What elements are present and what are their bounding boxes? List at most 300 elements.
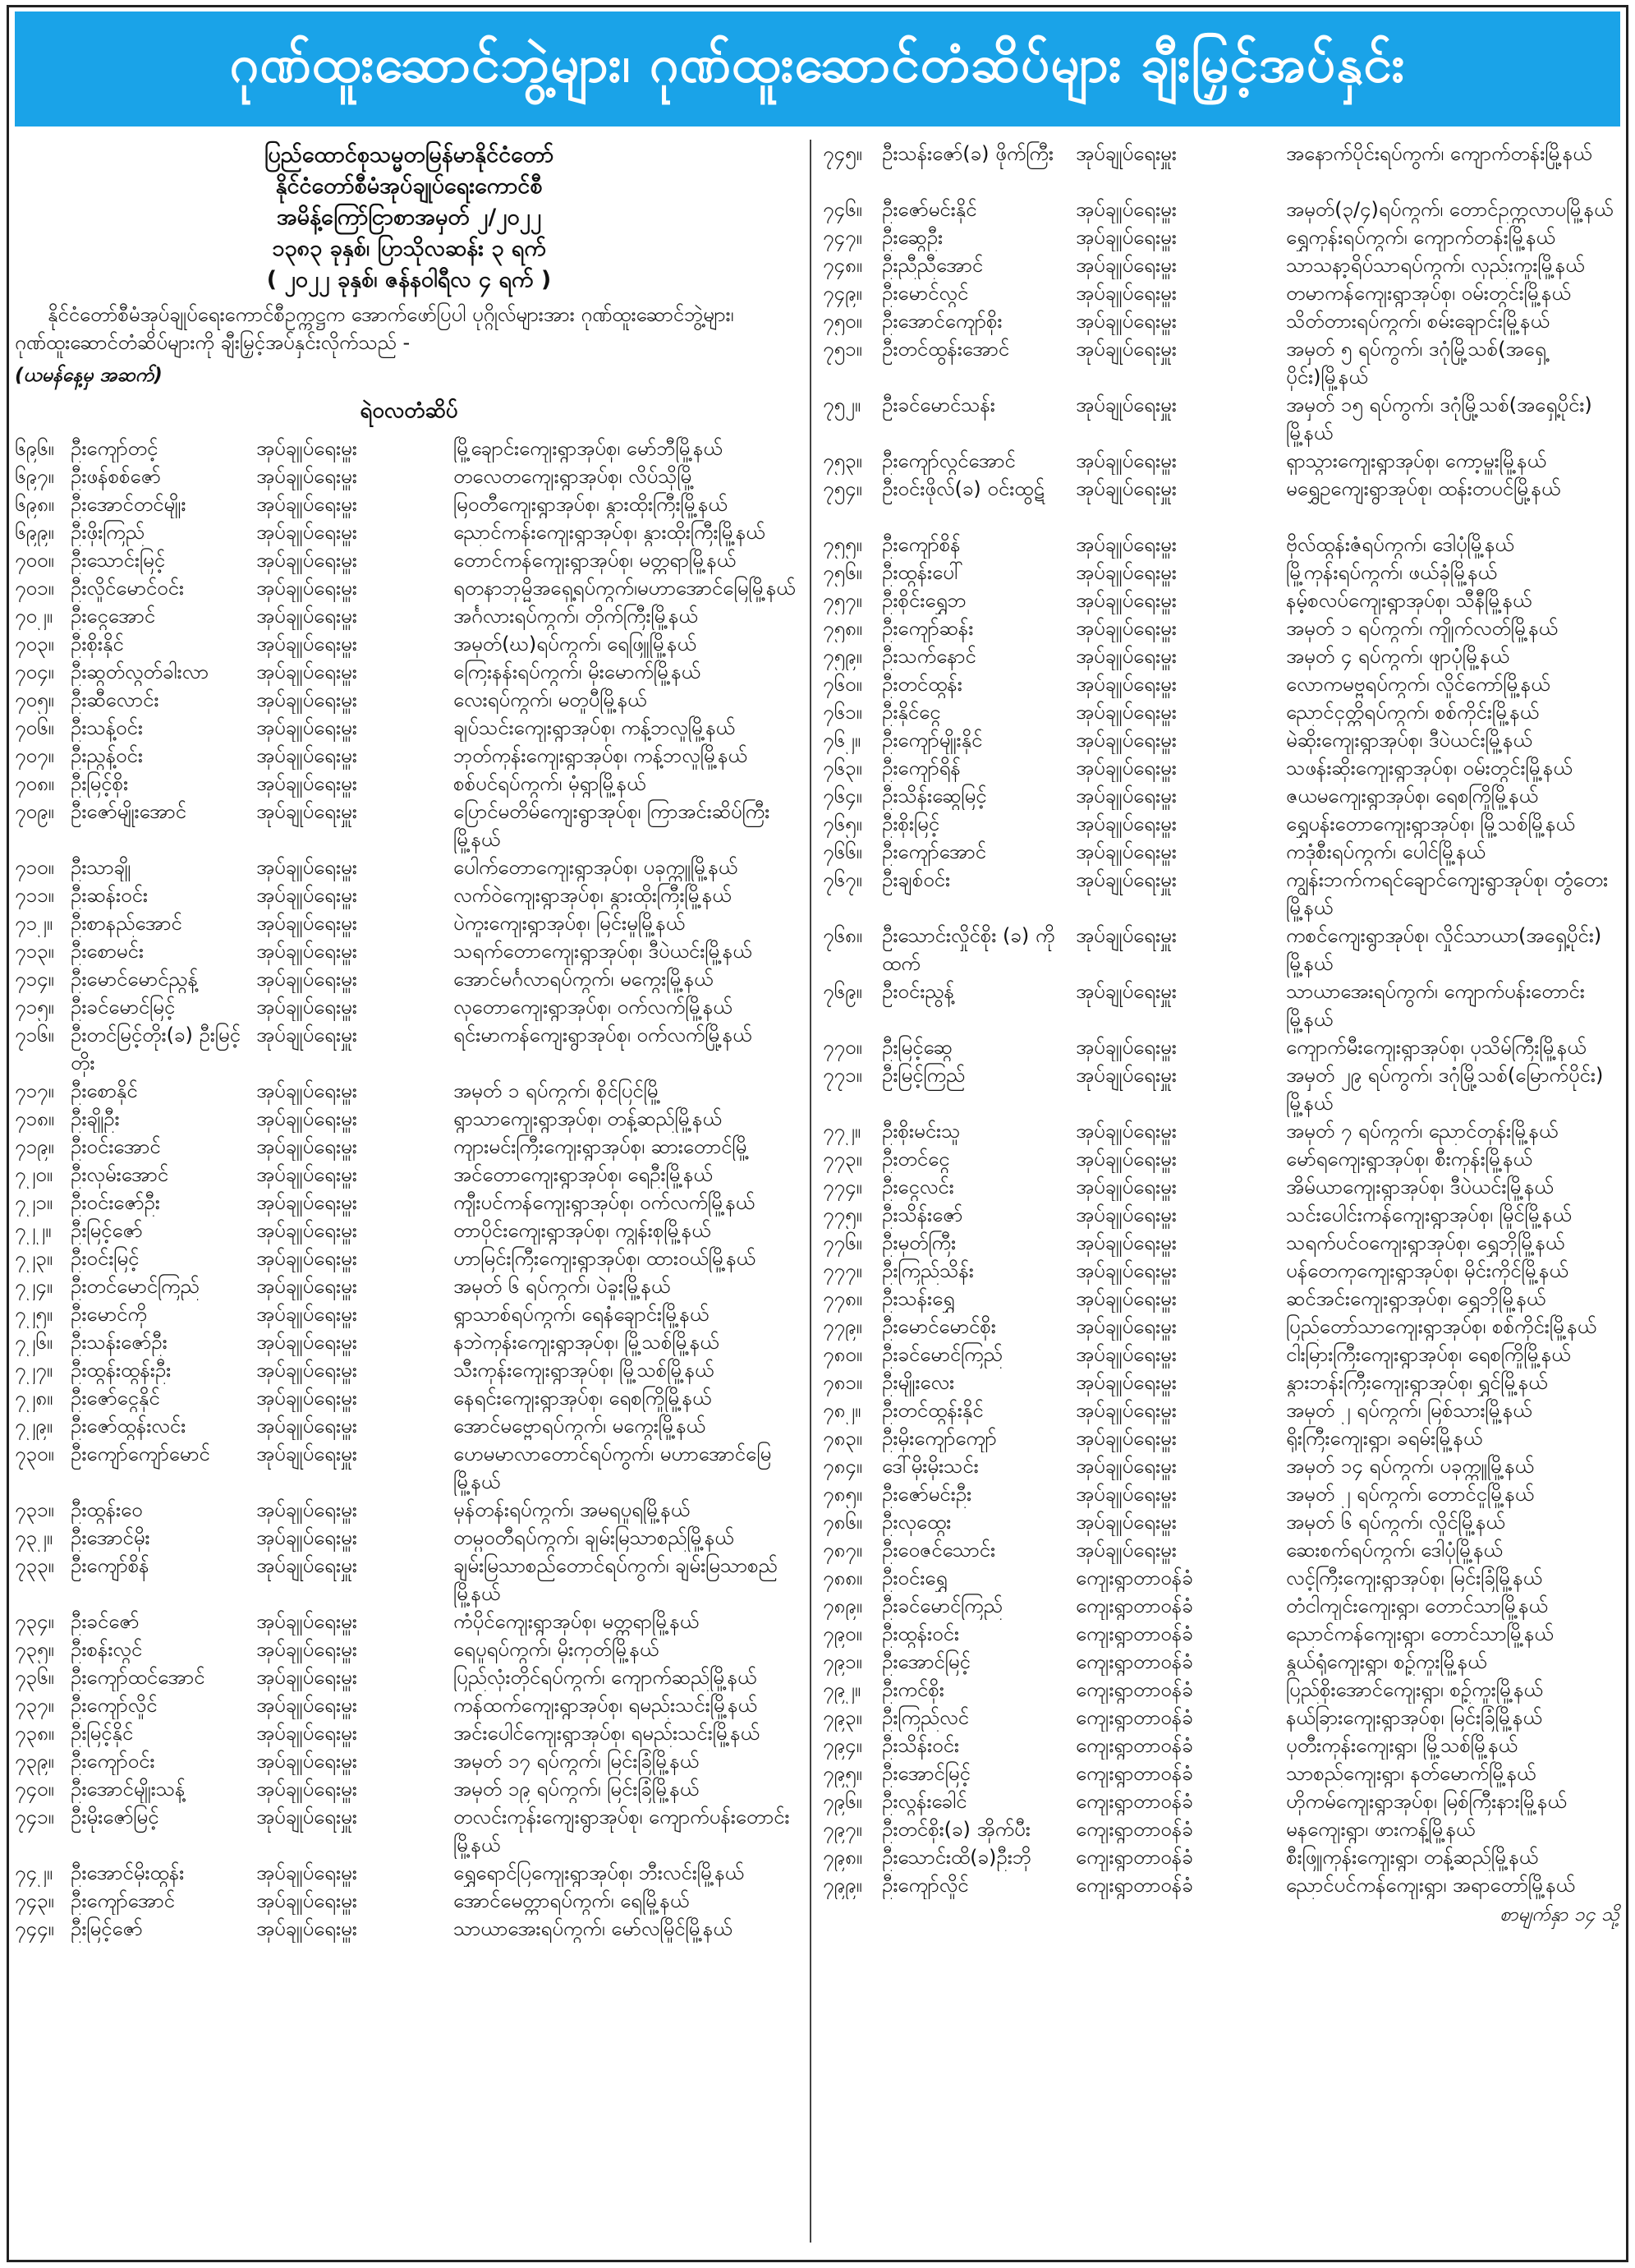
awardee-address: ကန်ထက်ကျေးရွာအုပ်စု၊ ရမည်းသင်းမြို့နယ်: [453, 1694, 757, 1717]
awardee-number: ၇၀၉။: [15, 800, 54, 823]
awardee-position: အုပ်ချုပ်ရေးမှူး: [256, 1107, 357, 1130]
awardee-position: ကျေးရွာတာဝန်ခံ: [1076, 1846, 1193, 1869]
awardee-row: [823, 196, 1619, 223]
awardee-row: [823, 1285, 1619, 1313]
awardee-name: ဦးကျော်လှိုင်: [882, 1874, 969, 1897]
awardee-number: ၇၇၂။: [823, 1120, 861, 1143]
awardee-name: ဦးဝင်းညွန့်: [882, 980, 954, 1003]
left-column: [15, 140, 803, 1943]
awardee-address: ရွာသာစ်ရပ်ကွက်၊ ရေနံချောင်းမြို့နယ်: [453, 1303, 710, 1326]
awardee-name: ဦးဇော်မင်းနိုင်: [882, 198, 977, 221]
awardee-position: အုပ်ချုပ်ရေးမှူး: [256, 968, 357, 991]
awardee-position: အုပ်ချုပ်ရေးမှူး: [256, 577, 357, 600]
awardee-address: ကစင်ကျေးရွာအုပ်စု၊ လှိုင်သာယာ(အရှေ့ပိုင်း) မြို့နယ်: [1286, 924, 1602, 975]
awardee-position: အုပ်ချုပ်ရေးမှူး: [256, 1806, 357, 1829]
awardee-row: [823, 1033, 1619, 1061]
awardee-name: ဦးညီညီအောင်: [882, 254, 984, 277]
awardee-number: ၇၇၈။: [823, 1287, 862, 1310]
awardee-name: ဦးမိုးကျော်ကျော်: [882, 1427, 997, 1450]
awardee-address: ကျီးပင်ကန်ကျေးရွာအုပ်စု၊ ဝက်လက်မြို့နယ်: [453, 1191, 755, 1214]
awardee-position: အုပ်ချုပ်ရေးမှူး: [256, 1889, 357, 1912]
awardee-row: [15, 630, 803, 658]
awardee-number: ၇၅၀။: [823, 310, 862, 333]
awardee-position: အုပ်ချုပ်ရေးမှူး: [1076, 254, 1177, 277]
awardee-row: [15, 1608, 803, 1635]
awardee-row: [823, 726, 1619, 754]
awardee-number: ၇၉၂။: [823, 1678, 861, 1701]
awardee-name: ဦးဆွတ်လွတ်ခါးလာ: [71, 660, 209, 683]
awardee-address: ဗိုလ်ထွန်းဇံရပ်ကွက်၊ ဒေါပုံမြို့နယ်: [1286, 533, 1514, 556]
awardee-row: [823, 838, 1619, 866]
awardee-number: ၇၁၁။: [15, 884, 54, 907]
right-column: [823, 140, 1619, 1930]
awardee-name: ဦးဖန်စစ်ဇော်: [71, 465, 161, 488]
awardee-position: အုပ်ချုပ်ရေးမှူး: [256, 1024, 357, 1047]
header-line-2: နိုင်ငံတော်စီမံအုပ်ချုပ်ရေးကောင်စီ: [275, 173, 543, 199]
awardee-position: အုပ်ချုပ်ရေးမှူး: [1076, 617, 1177, 640]
awardee-name: ဒေါ်မိုးမိုးသင်း: [882, 1455, 979, 1478]
awardee-name: ဦးသန်းဇော်ဦး: [71, 1331, 168, 1354]
awardee-position: ကျေးရွာတာဝန်ခံ: [1076, 1650, 1193, 1673]
awardee-number: ၇၂၀။: [15, 1163, 53, 1186]
awardee-position: အုပ်ချုပ်ရေးမှူး: [256, 856, 357, 879]
awardee-address: ရွာသာကျေးရွာအုပ်စု၊ တန့်ဆည်မြို့နယ်: [453, 1107, 722, 1130]
awardee-name: ဦးငွေအောင်: [71, 605, 156, 628]
awardee-position: အုပ်ချုပ်ရေးမှူး: [256, 1554, 357, 1577]
awardee-position: အုပ်ချုပ်ရေးမှူး: [256, 1917, 357, 1940]
awardee-position: အုပ်ချုပ်ရေးမှူး: [1076, 449, 1177, 472]
awardee-row: [823, 1536, 1619, 1564]
awardee-address: အမှတ် ၅ ရပ်ကွက်၊ ဒဂုံမြို့သစ်(အရှေ့ပိုင်း)မြို့နယ်: [1286, 338, 1546, 389]
awardee-name: ဦးမြင့်ဆွေ: [882, 1036, 953, 1059]
awardee-position: အုပ်ချုပ်ရေးမှူး: [1076, 1371, 1177, 1394]
awardee-row: [823, 1620, 1619, 1648]
awardee-name: ဦးစိုးနိုင်: [71, 633, 124, 656]
awardee-address: တလင်းကုန်းကျေးရွာအုပ်စု၊ ကျောက်ပန်းတောင်း မြို့နယ်: [453, 1806, 790, 1856]
awardee-name: ဦးကျော်အောင်: [71, 1889, 175, 1912]
awardee-position: အုပ်ချုပ်ရေးမှူး: [256, 1163, 357, 1186]
awardee-row: [823, 642, 1619, 670]
awardee-row: [15, 965, 803, 993]
right-awardee-list: [823, 140, 1619, 1899]
awardee-row: [823, 1732, 1619, 1760]
awardee-number: ၇၄၉။: [823, 282, 862, 305]
awardee-address: ဘုတ်ကုန်းကျေးရွာအုပ်စု၊ ကန့်ဘလူမြို့နယ်: [453, 744, 747, 767]
awardee-position: အုပ်ချုပ်ရေးမှူး: [1076, 812, 1177, 835]
banner-title: ဂုဏ်ထူးဆောင်ဘွဲ့များ၊ ဂုဏ်ထူးဆောင်တံဆိပ်များ ချီးမြှင့်အပ်နှင်း: [15, 12, 1620, 127]
awardee-row: [823, 782, 1619, 810]
awardee-address: မြို့ကုန်းရပ်ကွက်၊ ဖယ်ခုံမြို့နယ်: [1286, 561, 1497, 584]
awardee-number: ၇၉၁။: [823, 1650, 862, 1673]
awardee-position: အုပ်ချုပ်ရေးမှူး: [1076, 757, 1177, 780]
awardee-position: အုပ်ချုပ်ရေးမှူး: [256, 1387, 357, 1410]
awardee-number: ၇၁၈။: [15, 1107, 54, 1130]
awardee-name: ဦးချစ်ဝင်း: [882, 868, 951, 891]
awardee-row: [15, 1859, 803, 1887]
awardee-number: ၇၂၉။: [15, 1415, 53, 1438]
awardee-address: အောင်မင်္ဂလာရပ်ကွက်၊ မကွေးမြို့နယ်: [453, 968, 714, 991]
awardee-name: ဦးလွန်းခေါင်: [882, 1790, 967, 1813]
awardee-position: အုပ်ချုပ်ရေးမှူး: [256, 605, 357, 628]
awardee-position: အုပ်ချုပ်ရေးမှူး: [256, 800, 357, 823]
awardee-row: [823, 1676, 1619, 1704]
awardee-position: ကျေးရွာတာဝန်ခံ: [1076, 1594, 1193, 1617]
awardee-row: [15, 770, 803, 798]
awardee-address: အင်းပေါင်ကျေးရွာအုပ်စု၊ ရမည်းသင်းမြို့နယ်: [453, 1722, 760, 1745]
awardee-row: [15, 1272, 803, 1300]
awardee-number: ၇၀၆။: [15, 716, 54, 739]
awardee-row: [823, 1229, 1619, 1257]
awardee-name: ဦးသန့်ဝင်း: [71, 716, 143, 739]
awardee-name: ဦးလှိုင်မောင်ဝင်း: [71, 577, 185, 600]
awardee-position: အုပ်ချုပ်ရေးမှူး: [1076, 924, 1177, 947]
awardee-number: ၇၅၇။: [823, 589, 862, 612]
awardee-address: တံငါကျင်းကျေးရွာ၊ တောင်သာမြို့နယ်: [1286, 1594, 1548, 1617]
awardee-number: ၇၃၀။: [15, 1442, 54, 1465]
awardee-row: [15, 1244, 803, 1272]
awardee-position: အုပ်ချုပ်ရေးမှူး: [256, 884, 357, 907]
awardee-row: [823, 223, 1619, 251]
awardee-position: အုပ်ချုပ်ရေးမှူး: [256, 1694, 357, 1717]
awardee-position: အုပ်ချုပ်ရေးမှူး: [256, 1610, 357, 1633]
awardee-position: အုပ်ချုပ်ရေးမှူး: [1076, 868, 1177, 891]
awardee-address: ပဲကူးကျေးရွာအုပ်စု၊ မြင်းမူမြို့နယ်: [453, 912, 685, 935]
awardee-row: [823, 1787, 1619, 1815]
header-line-4: ၁၃၈၃ ခုနှစ်၊ ပြာသိုလဆန်း ၃ ရက်: [272, 236, 546, 261]
awardee-name: ဦးသောင်းမြင့်: [71, 549, 166, 572]
awardee-number: ၇၇၉။: [823, 1315, 862, 1338]
awardee-position: အုပ်ချုပ်ရေးမှူး: [1076, 533, 1177, 556]
awardee-row: [823, 1424, 1619, 1452]
awardee-address: လောကမဗ္ဗရပ်ကွက်၊ လှိုင်ကော်မြို့နယ်: [1286, 673, 1550, 696]
awardee-row: [15, 714, 803, 742]
awardee-position: အုပ်ချုပ်ရေးမှူး: [256, 1666, 357, 1689]
awardee-name: ဦးမှတ်ကြီး: [882, 1231, 957, 1254]
awardee-position: အုပ်ချုပ်ရေးမှူး: [1076, 589, 1177, 612]
awardee-number: ၇၄၄။: [15, 1917, 54, 1940]
awardee-position: အုပ်ချုပ်ရေးမှူး: [1076, 1343, 1177, 1366]
awardee-number: ၇၆၂။: [823, 729, 861, 752]
awardee-name: ဦးမြင့်ဇော်: [71, 1219, 143, 1242]
awardee-name: ဦးအောင်မျိုးသန့်: [71, 1778, 186, 1801]
awardee-number: ၇၀၄။: [15, 660, 54, 683]
awardee-name: ဦးတင်စိုး(ခ) အိုက်ပီး: [882, 1818, 1031, 1841]
awardee-number: ၇၃၁။: [15, 1498, 54, 1521]
awardee-name: ဦးဝင်းမြင့်: [71, 1247, 140, 1270]
awardee-name: ဦးသာချို: [71, 856, 131, 879]
awardee-address: သာယာအေးရပ်ကွက်၊ ကျောက်ပန်းတောင်း မြို့နယ်: [1286, 980, 1585, 1031]
awardee-number: ၇၅၉။: [823, 645, 862, 668]
awardee-address: ကျွန်းဘက်ကရင်ချောင်ကျေးရွာအုပ်စု၊ တွံတေး မြို့နယ်: [1286, 868, 1609, 919]
awardee-number: ၇၁၅။: [15, 996, 54, 1019]
awardee-name: ဦးသိန်းဇော်: [882, 1203, 963, 1226]
awardee-row: [15, 993, 803, 1021]
awardee-address: ဟာမြင်းကြီးကျေးရွာအုပ်စု၊ ထားဝယ်မြို့နယ်: [453, 1247, 755, 1270]
awardee-row: [15, 937, 803, 965]
awardee-name: ဦးတင်မြင့်တိုး(ခ) ဦးမြင့်တိုး: [71, 1024, 241, 1074]
awardee-position: အုပ်ချုပ်ရေးမှူး: [256, 1861, 357, 1884]
awardee-position: အုပ်ချုပ်ရေးမှူး: [256, 1638, 357, 1661]
awardee-position: အုပ်ချုပ်ရေးမှူး: [256, 1331, 357, 1354]
awardee-address: မဲဆိုးကျေးရွာအုပ်စု၊ ဒီပဲယင်းမြို့နယ်: [1286, 729, 1532, 752]
awardee-number: ၇၆၃။: [823, 757, 862, 780]
awardee-row: [823, 1396, 1619, 1424]
awardee-row: [823, 391, 1619, 447]
awardee-name: ဦးစိုးမြင့်: [882, 812, 940, 835]
awardee-number: ၇၉၄။: [823, 1734, 862, 1757]
awardee-position: အုပ်ချုပ်ရေးမှူး: [256, 1442, 357, 1465]
awardee-number: ၇၄၂။: [15, 1861, 53, 1884]
awardee-name: ဦးလှမ်းအောင်: [71, 1163, 169, 1186]
awardee-name: ဦးသိန်းဝင်း: [882, 1734, 960, 1757]
awardee-address: နွားဘန်းကြီးကျေးရွာအုပ်စု၊ ရွှင်မြို့နယ်: [1286, 1371, 1548, 1394]
awardee-name: ဦးစန်းလွင်: [71, 1638, 143, 1661]
awardee-address: အမှတ် ၂ ရပ်ကွက်၊ တောင်ငူမြို့နယ်: [1286, 1483, 1535, 1506]
awardee-address: သင်းပေါင်းကန်ကျေးရွာအုပ်စု၊ မြိုင်မြို့နယ်: [1286, 1203, 1572, 1226]
awardee-address: အနောက်ပိုင်းရပ်ကွက်၊ ကျောက်တန်းမြို့နယ်: [1286, 142, 1592, 165]
awardee-name: ဦးကျော်ဆန်း: [882, 617, 974, 640]
awardee-row: [823, 1871, 1619, 1899]
awardee-number: ၇၄၇။: [823, 226, 862, 249]
awardee-address: သာစည်ကျေးရွာ၊ နတ်မောက်မြို့နယ်: [1286, 1762, 1536, 1785]
awardee-row: [15, 1133, 803, 1161]
awardee-name: ဦးညွန့်ဝင်း: [71, 744, 143, 767]
awardee-row: [823, 475, 1619, 531]
awardee-address: လင့်ကြီးကျေးရွာအုပ်စု၊ မြင်းခြံမြို့နယ်: [1286, 1566, 1542, 1589]
awardee-number: ၇၇၃။: [823, 1148, 862, 1171]
awardee-row: [15, 881, 803, 909]
awardee-position: အုပ်ချုပ်ရေးမှူး: [256, 465, 357, 488]
awardee-address: မြဝတီကျေးရွာအုပ်စု၊ နွားထိုးကြီးမြို့နယ်: [453, 493, 728, 516]
awardee-row: [823, 1061, 1619, 1117]
awardee-number: ၇၅၂။: [823, 393, 861, 416]
awardee-number: ၇၃၈။: [15, 1722, 54, 1745]
awardee-number: ၇၁၂။: [15, 912, 53, 935]
awardee-position: အုပ်ချုပ်ရေးမှူး: [256, 493, 357, 516]
awardee-position: အုပ်ချုပ်ရေးမှူး: [256, 1303, 357, 1326]
awardee-name: ဦးသန်းရွှေ: [882, 1287, 955, 1310]
awardee-position: အုပ်ချုပ်ရေးမှူး: [256, 1079, 357, 1102]
awardee-position: အုပ်ချုပ်ရေးမှူး: [1076, 1539, 1177, 1562]
awardee-name: ဦးအောင်မိုး: [71, 1526, 150, 1549]
awardee-name: ဦးမြင့်စိုး: [71, 772, 129, 795]
awardee-address: အမှတ် ၁၅ ရပ်ကွက်၊ ဒဂုံမြို့သစ်(အရှေ့ပိုင်း) မြို့နယ်: [1286, 393, 1592, 444]
awardee-address: တောင်ကန်ကျေးရွာအုပ်စု၊ မတ္တရာမြို့နယ်: [453, 549, 737, 572]
awardee-name: ဦးကျော်ဝင်း: [71, 1750, 155, 1773]
awardee-address: ပြည်စိုးအောင်ကျေးရွာ၊ စဥ့်ကူးမြို့နယ်: [1286, 1678, 1543, 1701]
awardee-name: ဦးတင်ထွန်းအောင်: [882, 338, 1010, 361]
awardee-number: ၇၆၀။: [823, 673, 862, 696]
awardee-address: နွယ်ရုံကျေးရွာ၊ စဥ့်ကူးမြို့နယ်: [1286, 1650, 1487, 1673]
awardee-number: ၇၉၈။: [823, 1846, 862, 1869]
awardee-name: ဦးဇော်မျိုးအောင်: [71, 800, 186, 823]
awardee-name: ဦးဇော်ထွန်းလင်း: [71, 1415, 186, 1438]
awardee-position: အုပ်ချုပ်ရေးမှူး: [1076, 393, 1177, 416]
awardee-number: ၇၆၄။: [823, 784, 862, 807]
awardee-name: ဦးဇော်မင်းဦး: [882, 1483, 972, 1506]
awardee-name: ဦးခင်မောင်ကြည်: [882, 1594, 1003, 1617]
awardee-row: [15, 1161, 803, 1189]
awardee-number: ၇၁၄။: [15, 968, 54, 991]
awardee-address: ညောင်ကန်းကျေးရွာအုပ်စု၊ နွားထိုးကြီးမြို့နယ်: [453, 521, 765, 544]
awardee-position: အုပ်ချုပ်ရေးမှူး: [256, 549, 357, 572]
awardee-position: အုပ်ချုပ်ရေးမှူး: [256, 1219, 357, 1242]
awardee-position: အုပ်ချုပ်ရေးမှူး: [1076, 1203, 1177, 1226]
awardee-address: ရွှေကုန်းရပ်ကွက်၊ ကျောက်တန်းမြို့နယ်: [1286, 226, 1555, 249]
awardee-number: ၇၉၃။: [823, 1706, 862, 1729]
awardee-address: ပြည်လုံးတိုင်ရပ်ကွက်၊ ကျောက်ဆည်မြို့နယ်: [453, 1666, 757, 1689]
awardee-number: ၇၇၅။: [823, 1203, 862, 1226]
awardee-name: ဦးစောမင်း: [71, 940, 144, 963]
awardee-row: [823, 1815, 1619, 1843]
awardee-position: ကျေးရွာတာဝန်ခံ: [1076, 1566, 1193, 1589]
awardee-position: အုပ်ချုပ်ရေးမှူး: [256, 772, 357, 795]
awardee-position: အုပ်ချုပ်ရေးမှူး: [1076, 840, 1177, 863]
awardee-address: ပုတီးကုန်းကျေးရွာ၊ မြို့သစ်မြို့နယ်: [1286, 1734, 1518, 1757]
awardee-address: ချပ်သင်းကျေးရွာအုပ်စု၊ ကန့်ဘလူမြို့နယ်: [453, 716, 735, 739]
awardee-address: ပန်တေကုကျေးရွာအုပ်စု၊ မိုင်းကိုင်မြို့နယ်: [1286, 1259, 1568, 1282]
awardee-row: [15, 1496, 803, 1524]
awardee-position: အုပ်ချုပ်ရေးမှူး: [1076, 729, 1177, 752]
awardee-address: စီးဖြူကုန်းကျေးရွာ၊ တန့်ဆည်မြို့နယ်: [1286, 1846, 1539, 1869]
awardee-row: [15, 1887, 803, 1915]
awardee-address: မနကျေးရွာ၊ ဖားကန့်မြို့နယ်: [1286, 1818, 1476, 1841]
awardee-address: သရက်တောကျေးရွာအုပ်စု၊ ဒီပဲယင်းမြို့နယ်: [453, 940, 752, 963]
awardee-name: ဦးဖိုးကြည်: [71, 521, 145, 544]
awardee-number: ၇၂၃။: [15, 1247, 53, 1270]
awardee-row: [15, 1803, 803, 1859]
awardee-row: [15, 798, 803, 853]
awardee-name: ဦးဝင်းဇော်ဦး: [71, 1191, 160, 1214]
awardee-position: အုပ်ချုပ်ရေးမှူး: [1076, 1036, 1177, 1059]
header-line-3: အမိန့်ကြော်ငြာစာအမှတ် ၂/၂၀၂၂: [276, 205, 542, 230]
medal-subheading: ရဲဝလတံဆိပ်: [360, 398, 458, 423]
awardee-position: အုပ်ချုပ်ရေးမှူး: [1076, 645, 1177, 668]
awardee-name: ဦးစိုင်းရွှေဘ: [882, 589, 967, 612]
awardee-row: [15, 1719, 803, 1747]
awardee-address: ရတနာဘုမ္မိအရှေ့ရပ်ကွက်၊မဟာအောင်မြေမြို့နယ်: [453, 577, 796, 600]
awardee-address: စစ်ပင်ရပ်ကွက်၊ မုံရွာမြို့နယ်: [453, 772, 646, 795]
awardee-address: ကဒုံစီးရပ်ကွက်၊ ပေါင်မြို့နယ်: [1286, 840, 1486, 863]
awardee-position: ကျေးရွာတာဝန်ခံ: [1076, 1622, 1193, 1645]
awardee-name: ဦးထွန်းဝင်း: [882, 1622, 960, 1645]
awardee-row: [823, 140, 1619, 196]
awardee-address: လေးရပ်ကွက်၊ မတူပီမြို့နယ်: [453, 688, 647, 711]
awardee-position: အုပ်ချုပ်ရေးမှူး: [256, 1750, 357, 1773]
awardee-address: အိမ်ယာကျေးရွာအုပ်စု၊ ဒီပဲယင်းမြို့နယ်: [1286, 1175, 1554, 1198]
awardee-name: ဦးမောင်မောင်ညွန့်: [71, 968, 198, 991]
awardee-name: ဦးစောနိုင်: [71, 1079, 138, 1102]
awardee-address: ပြည်တော်သာကျေးရွာအုပ်စု၊ စစ်ကိုင်းမြို့နယ်: [1286, 1315, 1597, 1338]
awardee-position: အုပ်ချုပ်ရေးမှူး: [256, 1247, 357, 1270]
awardee-number: ၇၆၇။: [823, 868, 862, 891]
awardee-row: [823, 1508, 1619, 1536]
awardee-address: အမှတ် ၂ ရပ်ကွက်၊ မြစ်သားမြို့နယ်: [1286, 1399, 1532, 1422]
awardee-address: သိတ်တားရပ်ကွက်၊ စမ်းချောင်းမြို့နယ်: [1286, 310, 1550, 333]
awardee-position: အုပ်ချုပ်ရေးမှူး: [1076, 784, 1177, 807]
awardee-name: ဦးလှထွေး: [882, 1511, 952, 1534]
awardee-name: ဦးငွေလင်း: [882, 1175, 954, 1198]
awardee-number: ၇၈၄။: [823, 1455, 862, 1478]
awardee-row: [823, 754, 1619, 782]
awardee-row: [823, 335, 1619, 391]
awardee-row: [15, 1356, 803, 1384]
awardee-number: ၆၉၈။: [15, 493, 54, 516]
awardee-name: ဦးအောင်မြင့်: [882, 1650, 971, 1673]
awardee-address: အမှတ် ၄ ရပ်ကွက်၊ ဖျာပုံမြို့နယ်: [1286, 645, 1509, 668]
awardee-address: တလေတကျေးရွာအုပ်စု၊ လိပ်သိုမြို့: [453, 465, 695, 488]
awardee-position: အုပ်ချုပ်ရေးမှူး: [1076, 338, 1177, 361]
awardee-row: [15, 1384, 803, 1412]
continued-footer: စာမျက်နှာ ၁၄ သို့: [1500, 1904, 1619, 1925]
awardee-address: အမှတ် ၁ ရပ်ကွက်၊ စိုင်ပြင်မြို့: [453, 1079, 662, 1102]
awardee-number: ၇၃၂။: [15, 1526, 53, 1549]
awardee-position: ကျေးရွာတာဝန်ခံ: [1076, 1678, 1193, 1701]
awardee-name: ဦးမြင့်နိုင်: [71, 1722, 134, 1745]
awardee-row: [823, 1452, 1619, 1480]
awardee-row: [823, 1480, 1619, 1508]
awardee-name: ဦးကျော်ရိန်: [882, 757, 961, 780]
awardee-address: ဟိုကမ်ကျေးရွာအုပ်စု၊ မြစ်ကြီးနားမြို့နယ်: [1286, 1790, 1567, 1813]
awardee-number: ၇၇၄။: [823, 1175, 862, 1198]
awardee-address: ကျောက်မီးကျေးရွာအုပ်စု၊ ပုသိမ်ကြီးမြို့နယ်: [1286, 1036, 1587, 1059]
awardee-row: [15, 1105, 803, 1133]
awardee-row: [823, 670, 1619, 698]
awardee-address: ရွှေရောင်ပြကျေးရွာအုပ်စု၊ ဘီးလင်းမြို့နယ်: [453, 1861, 744, 1884]
awardee-name: ဦးမိုးဇော်မြင့်: [71, 1806, 159, 1829]
awardee-name: ဦးခင်မောင်သန်း: [882, 393, 995, 416]
awardee-number: ၇၃၆။: [15, 1666, 54, 1689]
awardee-number: ၇၅၄။: [823, 477, 862, 500]
awardee-position: အုပ်ချုပ်ရေးမှူး: [1076, 198, 1177, 221]
awardee-row: [15, 518, 803, 546]
awardee-row: [15, 1663, 803, 1691]
awardee-name: ဦးစာနည်အောင်: [71, 912, 182, 935]
awardee-row: [823, 1592, 1619, 1620]
awardee-number: ၇၂၇။: [15, 1359, 53, 1382]
awardee-name: ဦးကျော်ထင်အောင်: [71, 1666, 205, 1689]
awardee-number: ၇၀၃။: [15, 633, 54, 656]
awardee-number: ၇၃၃။: [15, 1554, 54, 1577]
awardee-number: ၇၈၅။: [823, 1483, 862, 1506]
awardee-name: ဦးဝင်းဖိုလ်(ခ) ဝင်းထွဋ်: [882, 477, 1045, 500]
awardee-address: နေရင်းကျေးရွာအုပ်စု၊ ရေစကြိုမြို့နယ်: [453, 1387, 712, 1410]
awardee-number: ၇၈၈။: [823, 1566, 863, 1589]
awardee-address: ညောင်ပင်ကန်ကျေးရွာ၊ အရာတော်မြို့နယ်: [1286, 1874, 1575, 1897]
awardee-name: ဦးမြင့်ကြည်: [882, 1064, 966, 1087]
awardee-number: ၇၀၀။: [15, 549, 54, 572]
awardee-row: [15, 1691, 803, 1719]
awardee-position: အုပ်ချုပ်ရေးမှူး: [256, 1722, 357, 1745]
awardee-row: [15, 1552, 803, 1608]
awardee-row: [823, 587, 1619, 614]
awardee-position: အုပ်ချုပ်ရေးမှူး: [1076, 1483, 1177, 1506]
awardee-number: ၇၂၈။: [15, 1387, 53, 1410]
awardee-position: အုပ်ချုပ်ရေးမှူး: [1076, 1399, 1177, 1422]
awardee-row: [15, 1189, 803, 1217]
awardee-position: အုပ်ချုပ်ရေးမှူး: [1076, 561, 1177, 584]
awardee-position: အုပ်ချုပ်ရေးမှူး: [1076, 673, 1177, 696]
awardee-row: [15, 658, 803, 686]
awardee-position: အုပ်ချုပ်ရေးမှူး: [256, 1191, 357, 1214]
awardee-number: ၇၁၀။: [15, 856, 54, 879]
awardee-number: ၇၄၁။: [15, 1806, 54, 1829]
awardee-name: ဦးဝင်းအောင်: [71, 1135, 161, 1158]
awardee-number: ၇၄၅။: [823, 142, 862, 165]
awardee-address: ရှာသွားကျေးရွာအုပ်စု၊ ကော့မှူးမြို့နယ်: [1286, 449, 1546, 472]
awardee-number: ၇၅၁။: [823, 338, 862, 361]
awardee-number: ၇၆၆။: [823, 840, 862, 863]
